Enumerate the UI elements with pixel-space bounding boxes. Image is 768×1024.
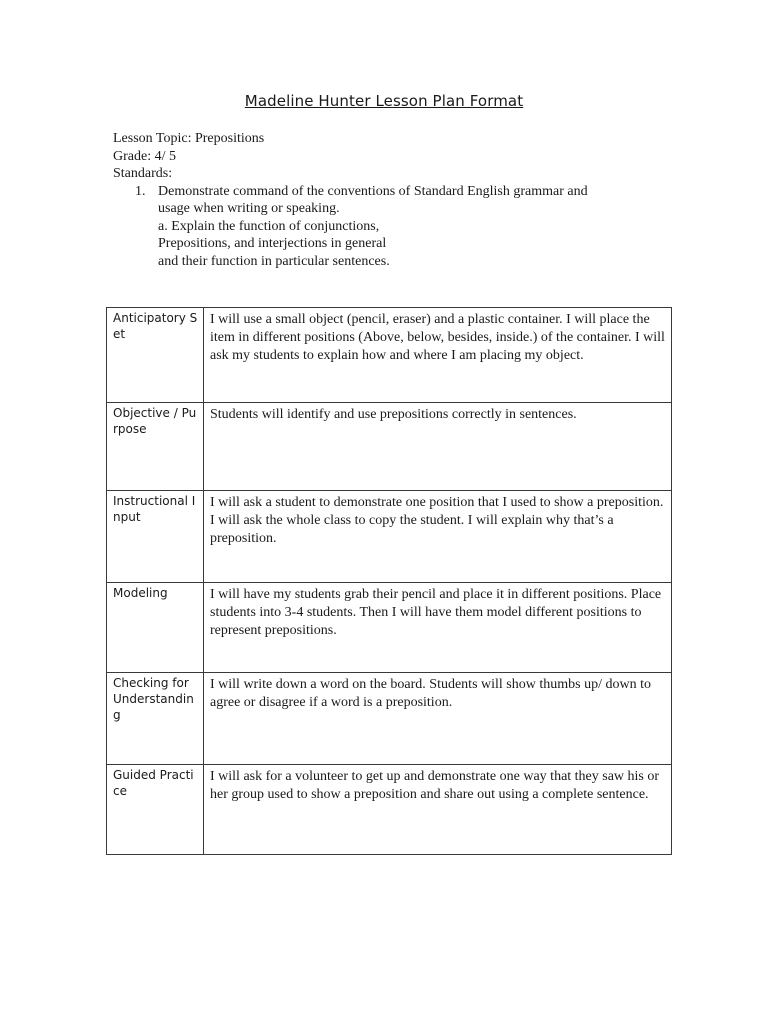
row-label-instructional-input: Instructional Input — [107, 491, 204, 583]
standard-subitem: a. Explain the function of conjunctions, Prepositions, and interjections in general and their function in particular sentences. — [158, 218, 390, 269]
standard-item — [113, 183, 673, 271]
row-content-instructional-input: I will ask a student to demonstrate one position that I used to show a preposition. I will ask the whole class to copy the student. I will explain why that’s a preposition. — [204, 491, 672, 583]
lesson-meta — [113, 130, 673, 270]
table-row — [107, 765, 672, 855]
table-row — [107, 308, 672, 403]
table-row — [107, 403, 672, 491]
row-content-objective: Students will identify and use prepositions correctly in sentences. — [204, 403, 672, 491]
row-label-objective: Objective / Purpose — [107, 403, 204, 491]
row-content-modeling: I will have my students grab their pencil and place it in different positions. Place students into 3-4 students. Then I will have them model different positions to represent prepositions. — [204, 583, 672, 673]
row-label-anticipatory-set: Anticipatory Set — [107, 308, 204, 403]
table-row — [107, 491, 672, 583]
row-label-guided-practice: Guided Practice — [107, 765, 204, 855]
lesson-topic: Lesson Topic: Prepositions — [113, 131, 265, 146]
grade: Grade: 4/ 5 — [113, 148, 176, 164]
row-label-modeling: Modeling — [107, 583, 204, 673]
row-content-anticipatory-set: I will use a small object (pencil, eraser) and a plastic container. I will place the item in different positions (Above, below, besides, inside.) of the container. I will ask my students to explain how and where I am placing my object. — [204, 308, 672, 403]
table-row — [107, 583, 672, 673]
standard-text: Demonstrate command of the conventions of Standard English grammar and usage when writing or speaking. — [158, 183, 588, 216]
lesson-plan-table — [106, 307, 672, 855]
table-row — [107, 673, 672, 765]
row-content-guided-practice: I will ask for a volunteer to get up and demonstrate one way that they saw his or her group used to show a preposition and share out using a complete sentence. — [204, 765, 672, 855]
standard-number: 1. — [135, 183, 146, 199]
standards-label: Standards: — [113, 166, 173, 181]
row-content-checking-for-understanding: I will write down a word on the board. Students will show thumbs up/ down to agree or disagree if a word is a preposition. — [204, 673, 672, 765]
document-title: Madeline Hunter Lesson Plan Format — [244, 92, 524, 110]
row-label-checking-for-understanding: Checking for Understanding — [107, 673, 204, 765]
standards-list — [113, 183, 673, 271]
